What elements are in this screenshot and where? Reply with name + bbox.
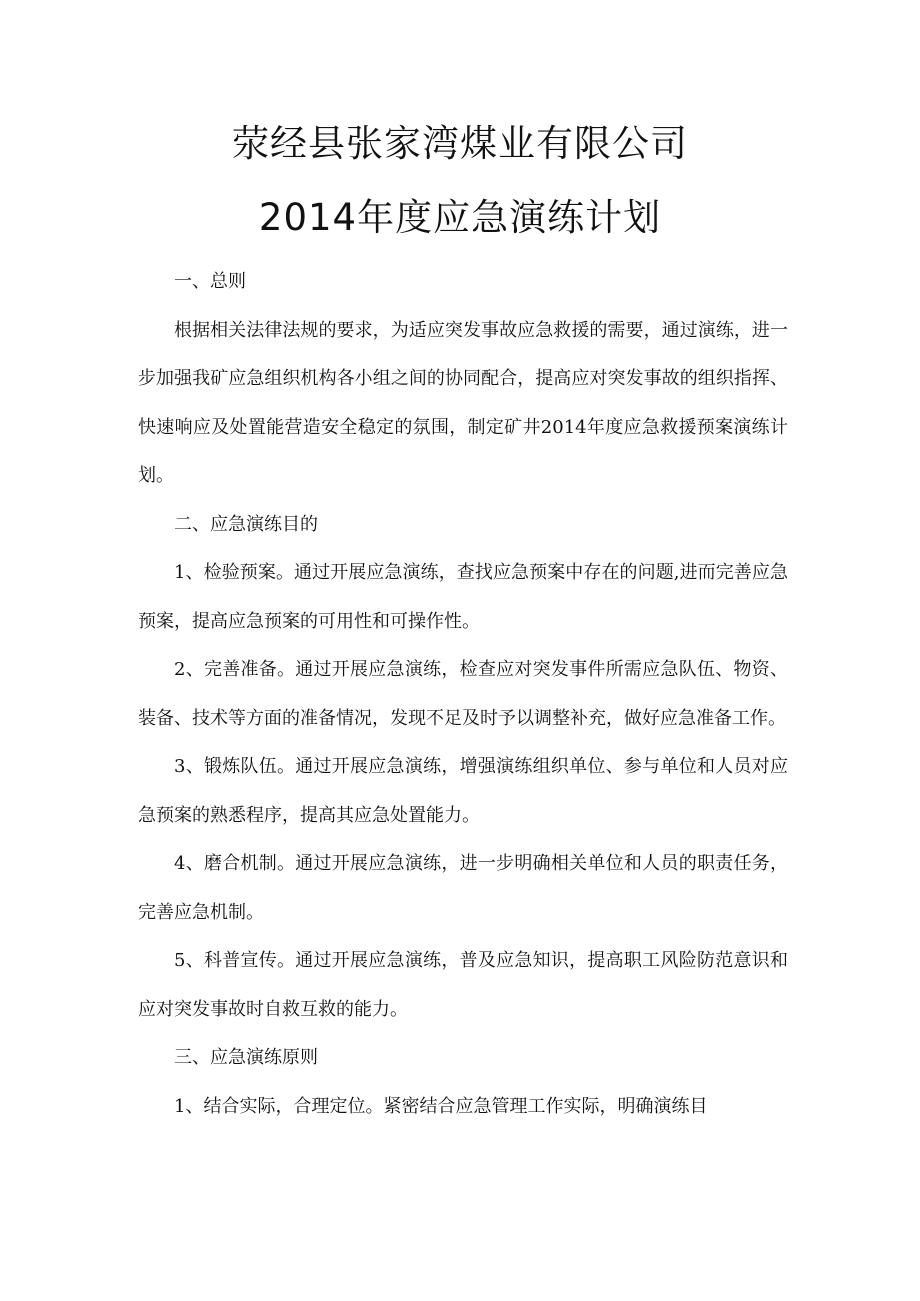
purpose-item: 3、锻炼队伍。通过开展应急演练，增强演练组织单位、参与单位和人员对应急预案的熟悉程序，提高其应急处置能力。 <box>138 756 788 826</box>
document-body <box>138 258 788 1131</box>
section-heading-purpose: 二、应急演练目的 <box>174 513 318 535</box>
principle-item: 1、结合实际，合理定位。紧密结合应急管理工作实际，明确演练目 <box>174 1095 708 1117</box>
purpose-item: 5、科普宣传。通过开展应急演练，普及应急知识，提高职工风险防范意识和应对突发事故时自救互救的能力。 <box>138 950 788 1020</box>
section-heading-principles: 三、应急演练原则 <box>174 1047 318 1068</box>
document-title-plan: 2014年度应急演练计划 <box>258 196 662 239</box>
document-title-company: 荥经县张家湾煤业有限公司 <box>232 122 688 165</box>
section-heading-general: 一、总则 <box>174 271 246 292</box>
purpose-item: 1、检验预案。通过开展应急演练，查找应急预案中存在的问题,进而完善应急预案，提高应急预案的可用性和可操作性。 <box>138 562 788 632</box>
purpose-item: 4、磨合机制。通过开展应急演练，进一步明确相关单位和人员的职责任务，完善应急机制。 <box>138 853 788 923</box>
purpose-item: 2、完善准备。通过开展应急演练，检查应对突发事件所需应急队伍、物资、装备、技术等方面的准备情况，发现不足及时予以调整补充，做好应急准备工作。 <box>138 659 788 729</box>
section-general-paragraph: 根据相关法律法规的要求，为适应突发事故应急救援的需要，通过演练，进一步加强我矿应急组织机构各小组之间的协同配合，提高应对突发事故的组织指挥、快速响应及处置能营造安全稳定的氛围，制定矿井2014年度应急救援预案演练计划。 <box>138 319 788 486</box>
